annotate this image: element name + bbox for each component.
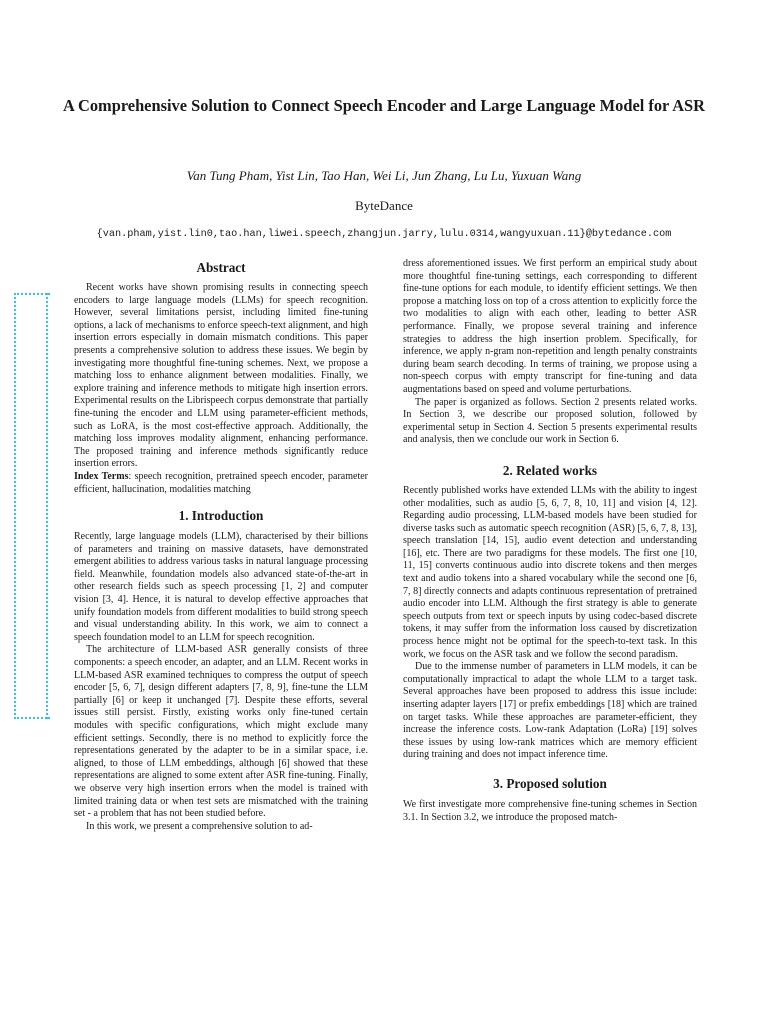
author-emails: {van.pham,yist.lin0,tao.han,liwei.speech,zhangjun.jarry,lulu.0314,wangyuxuan.11}@bytedance.com: [96, 229, 672, 240]
index-terms: [74, 471, 368, 496]
introduction-paragraph-4: The paper is organized as follows. Section 2 presents related works. In Section 3, we describe our proposed solution, followed by experimental setup in Section 4. Section 5 presents experimental results and analysis, then we conclude our work in Section 6.: [403, 396, 697, 446]
introduction-heading: 1. Introduction: [178, 508, 264, 524]
introduction-paragraph-1: Recently, large language models (LLM), characterised by their billions of parameters and training on massive datasets, have demonstrated emergent abilities to address various tasks in natural language processing field. Meanwhile, foundation models also advanced state-of-the-art in other research fields such as speech processing [1, 2] and computer vision [3, 4]. Hence, it is natural to develop effective approaches that unify foundation models from different modalities to build strong speech and visual understanding ability. In this work, we aim to connect a speech foundation model to an LLM for speech recognition.: [74, 531, 368, 643]
affiliation: ByteDance: [355, 198, 413, 213]
index-terms-label: Index Terms: [74, 470, 129, 482]
abstract-heading: Abstract: [196, 260, 246, 275]
proposed-solution-paragraph-1: We first investigate more comprehensive fine-tuning schemes in Section 3.1. In Section 3.2, we introduce the proposed match-: [403, 798, 697, 823]
margin-annotation-marks: [14, 293, 50, 719]
introduction-paragraph-3-cont: dress aforementioned issues. We first perform an empirical study about more thoughtful fine-tuning settings, each corresponding to different fine-tune options for each module, to identify efficient settings. We then propose a matching loss on top of a cross attention to explicitly force the two modalities to align with each other, leading to better ASR performance. Finally, we propose several training and inference strategies to address the high insertion problem. Specifically, for inference, we apply n-gram non-repetition and length penalty constraints during beam search decoding. In terms of training, we propose using a non-speech corpus with empty transcript for fine-tuning and data augmentations based on speed and volume perturbations.: [403, 258, 697, 395]
introduction-paragraph-3-start: In this work, we present a comprehensive solution to ad-: [86, 820, 313, 832]
introduction-paragraph-2: The architecture of LLM-based ASR generally consists of three components: a speech encoder, an adapter, and an LLM. Recent works in LLM-based ASR examined techniques to compress the output of speech encoder [5, 6, 7], design different adapters [7, 8, 9], fine-tune the LLM partially [6] or keep it unchanged [7]. Despite these efforts, several issues still persist. Firstly, existing works only fine-tuned certain modules with specific configurations, which might exclude many efficient settings. Secondly, there is no method to explicitly force the representations generated by the adapter to be in a similar space, i.e. aligned, to those of LLM embeddings, although [6] showed that these representations are aligned to some extent after ASR fine-tuning. Finally, we observe very high insertion errors when the model is trained with limited training data or when test sets are mismatched with the training set - a problem that has not been studied before.: [74, 644, 368, 820]
paper-title: A Comprehensive Solution to Connect Speech Encoder and Large Language Model for ASR: [62, 96, 705, 115]
related-works-paragraph-2: Due to the immense number of parameters in LLM models, it can be computationally impractical to adapt the whole LLM to a target task. Several approaches have been proposed to address this issue include: inserting adapter layers [17] or prefix embeddings [18] which are trained on target tasks. While these approaches are parameter-efficient, they increase the inference costs. Low-rank Adaptation (LoRa) [19] solves these issues by using low-rank matrices which are memory efficient during training and does not impact inference time.: [403, 661, 697, 761]
related-works-paragraph-1: Recently published works have extended LLMs with the ability to ingest other modalities, such as audio [5, 6, 7, 8, 10, 11] and vision [4, 12]. Regarding audio processing, LLM-based models have been studied for diverse tasks such as automatic speech recognition (ASR) [5, 6, 7, 8, 13], speech translation [14, 15], audio event detection and understanding [16], etc. There are two paradigms for these models. The first one [10, 11, 15] converts continuous audio into discrete tokens and then merges text and audio tokens into a shared vocabulary while the second one [6, 7, 8] directly connects and adapts continuous representation of pretrained audio encoder into LLM. Although the first strategy is able to generate speech outputs from text or speech inputs by using codec-based discrete tokens, it may suffer from the information loss caused by discretization process hence might not be optimal for the speech-to-text task. In this work, we focus on the ASR task and we follow the second paradism.: [403, 484, 697, 660]
author-list: Van Tung Pham, Yist Lin, Tao Han, Wei Li, Jun Zhang, Lu Lu, Yuxuan Wang: [186, 168, 582, 183]
related-works-heading: 2. Related works: [502, 462, 598, 478]
left-column: [74, 258, 368, 833]
right-column: [403, 258, 697, 824]
proposed-solution-heading: 3. Proposed solution: [493, 775, 607, 791]
abstract-text: Recent works have shown promising results in connecting speech encoders to large language models (LLMs) for speech recognition. However, several limitations persist, including limited fine-tuning options, a lack of mechanisms to enforce speech-text alignment, and high insertion errors especially in domain mismatch conditions. This paper presents a comprehensive solution to address these issues. We begin by investigating more thoughtful fine-tuning schemes. Next, we propose a matching loss to enhance alignment between modalities. Finally, we explore training and inference methods to mitigate high insertion errors. Experimental results on the Librispeech corpus demonstrate that partially fine-tuning the encoder and LLM using parameter-efficient methods, such as LoRA, is the most cost-effective approach. Additionally, the matching loss improves modality alignment, enhancing performance. The proposed training and inference methods significantly reduce insertion errors.: [74, 282, 368, 470]
index-terms-text: : speech recognition, pretrained speech encoder, parameter efficient, hallucination, modalities matching: [74, 470, 369, 495]
